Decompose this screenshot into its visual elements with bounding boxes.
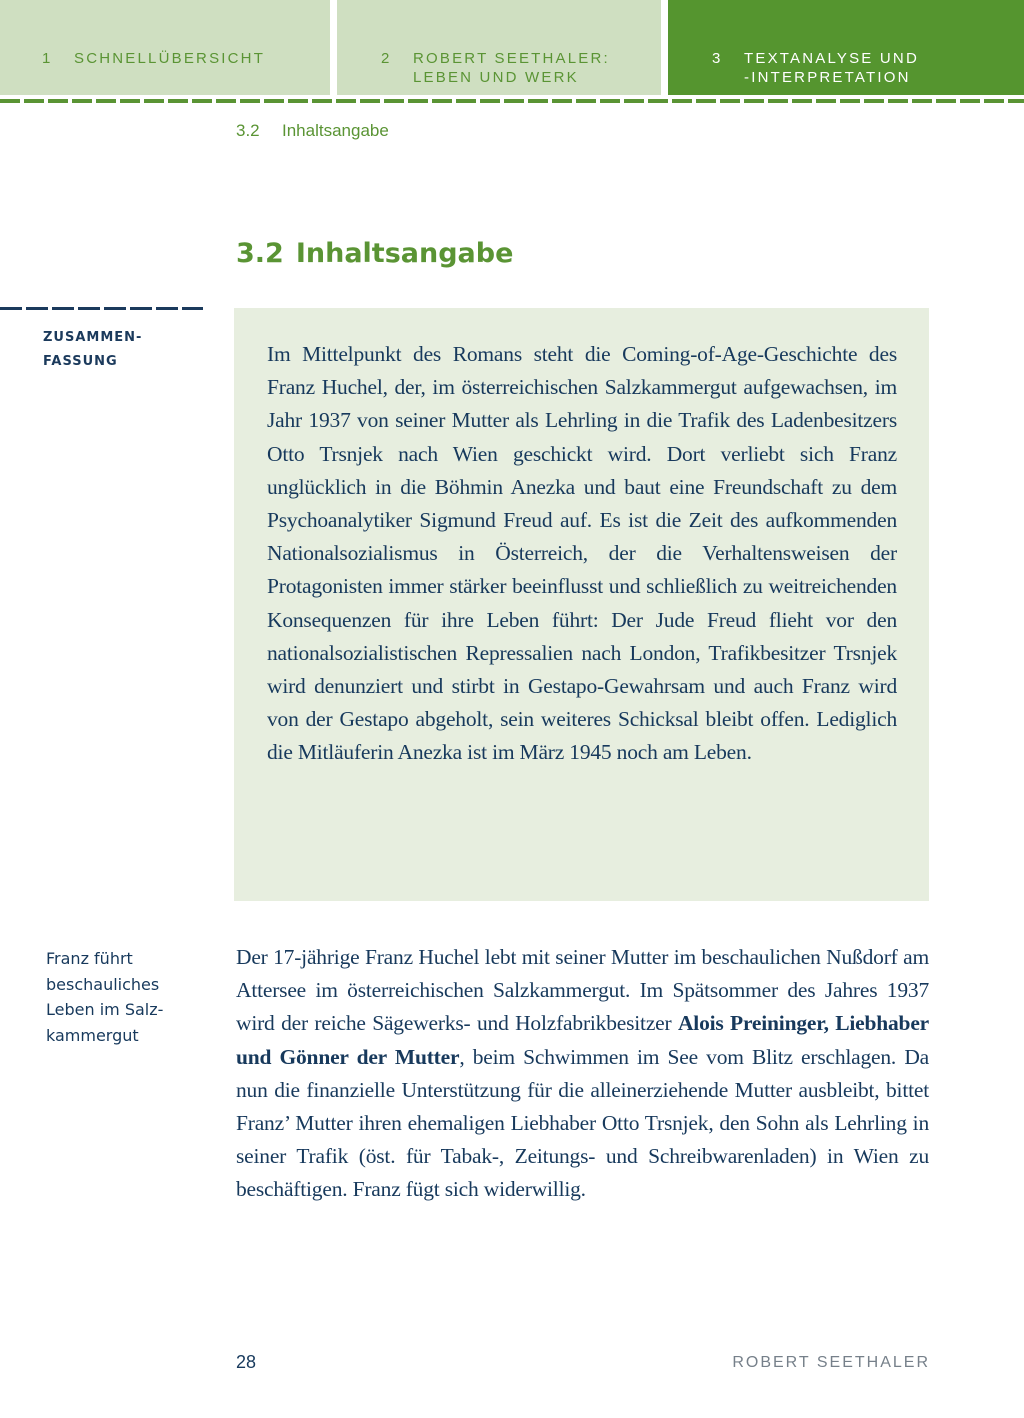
body-bold-run: Alois Preininger, Liebhaber und Gönner der Mutter bbox=[236, 1011, 930, 1069]
chapter-tab-2[interactable] bbox=[337, 0, 661, 95]
summary-box bbox=[234, 308, 929, 901]
margin-note-line: Leben im Salz- bbox=[46, 1000, 164, 1019]
chapter-tabs bbox=[0, 0, 1024, 95]
body-paragraph-container bbox=[236, 941, 929, 1207]
tab-number: 2 bbox=[381, 50, 392, 67]
page-number: 28 bbox=[236, 1352, 257, 1372]
footer-book-title: ROBERT SEETHALER bbox=[732, 1354, 930, 1371]
label-line: ZUSAMMEN- bbox=[43, 330, 143, 345]
tab-number: 1 bbox=[42, 50, 53, 67]
body-text-run: , beim Schwimmen im See vom Blitz erschlagen. Da nun die finanzielle Unterstützung für die alleinerziehende Mutter ausbleibt, bittet Franz’ Mutter ihren ehemaligen Liebhaber Otto Trsnjek, den Sohn als Lehrling in seiner Trafik (öst. für Tabak-, Zeitungs- und Schreibwarenladen) in Wien zu beschäftigen. Franz fügt sich widerwillig. bbox=[236, 1044, 929, 1202]
margin-note bbox=[46, 946, 196, 1048]
tab-label: TEXTANALYSE UND -INTERPRETATION bbox=[744, 50, 919, 86]
margin-note-line: kammergut bbox=[46, 1025, 139, 1045]
section-number: 3.2 bbox=[236, 238, 284, 269]
summary-margin-label bbox=[43, 326, 142, 374]
tab-label: SCHNELLÜBERSICHT bbox=[74, 50, 266, 67]
tab-number: 3 bbox=[712, 50, 723, 67]
section-title bbox=[236, 238, 513, 269]
margin-note-line: Franz führt bbox=[46, 949, 133, 968]
section-heading: Inhaltsangabe bbox=[295, 238, 514, 269]
body-paragraph bbox=[236, 941, 929, 1207]
running-head bbox=[236, 121, 389, 141]
label-line: FASSUNG bbox=[43, 354, 118, 369]
body-text-run: Der 17-jährige Franz Huchel lebt mit seiner Mutter im beschaulichen Nußdorf am Attersee im österreichischen Salzkammergut. Im Spätsommer des Jahres 1937 wird der reiche Sägewerks- und Holzfabrikbesitzer bbox=[236, 945, 929, 1036]
chapter-tab-3-active[interactable] bbox=[668, 0, 1024, 95]
chapter-tab-1[interactable] bbox=[0, 0, 330, 95]
header-dashed-rule bbox=[0, 99, 1024, 103]
running-head-title: Inhaltsangabe bbox=[282, 121, 389, 140]
running-head-number: 3.2 bbox=[236, 121, 260, 140]
margin-note-line: beschauliches bbox=[46, 974, 160, 994]
summary-text: Im Mittelpunkt des Romans steht die Coming-of-Age-Geschichte des Franz Huchel, der, im österreichischen Salzkammergut aufgewachsen, im Jahr 1937 von seiner Mutter als Lehrling in die Trafik des Ladenbesitzers Otto Trsnjek nach Wien geschickt wird. Dort verliebt sich Franz unglücklich in die Böhmin Anezka und baut eine Freundschaft zu dem Psychoanalytiker Sigmund Freud auf. Es ist die Zeit des aufkommenden Nationalsozialismus in Österreich, der die Verhaltensweisen der Protagonisten immer stärker beeinflusst und schließlich zu weitreichenden Konsequenzen für ihre Leben führt: Der Jude Freud flieht vor den nationalsozialistischen Repressalien nach London, Trafikbesitzer Trsnjek wird denunziert und stirbt in Gestapo-Gewahrsam und auch Franz wird von der Gestapo abgeholt, sein weiteres Schicksal bleibt offen. Lediglich die Mitläuferin Anezka ist im März 1945 noch am Leben. bbox=[267, 342, 897, 765]
margin-dashed-rule bbox=[0, 307, 203, 310]
tab-label: ROBERT SEETHALER: LEBEN UND WERK bbox=[413, 50, 610, 86]
